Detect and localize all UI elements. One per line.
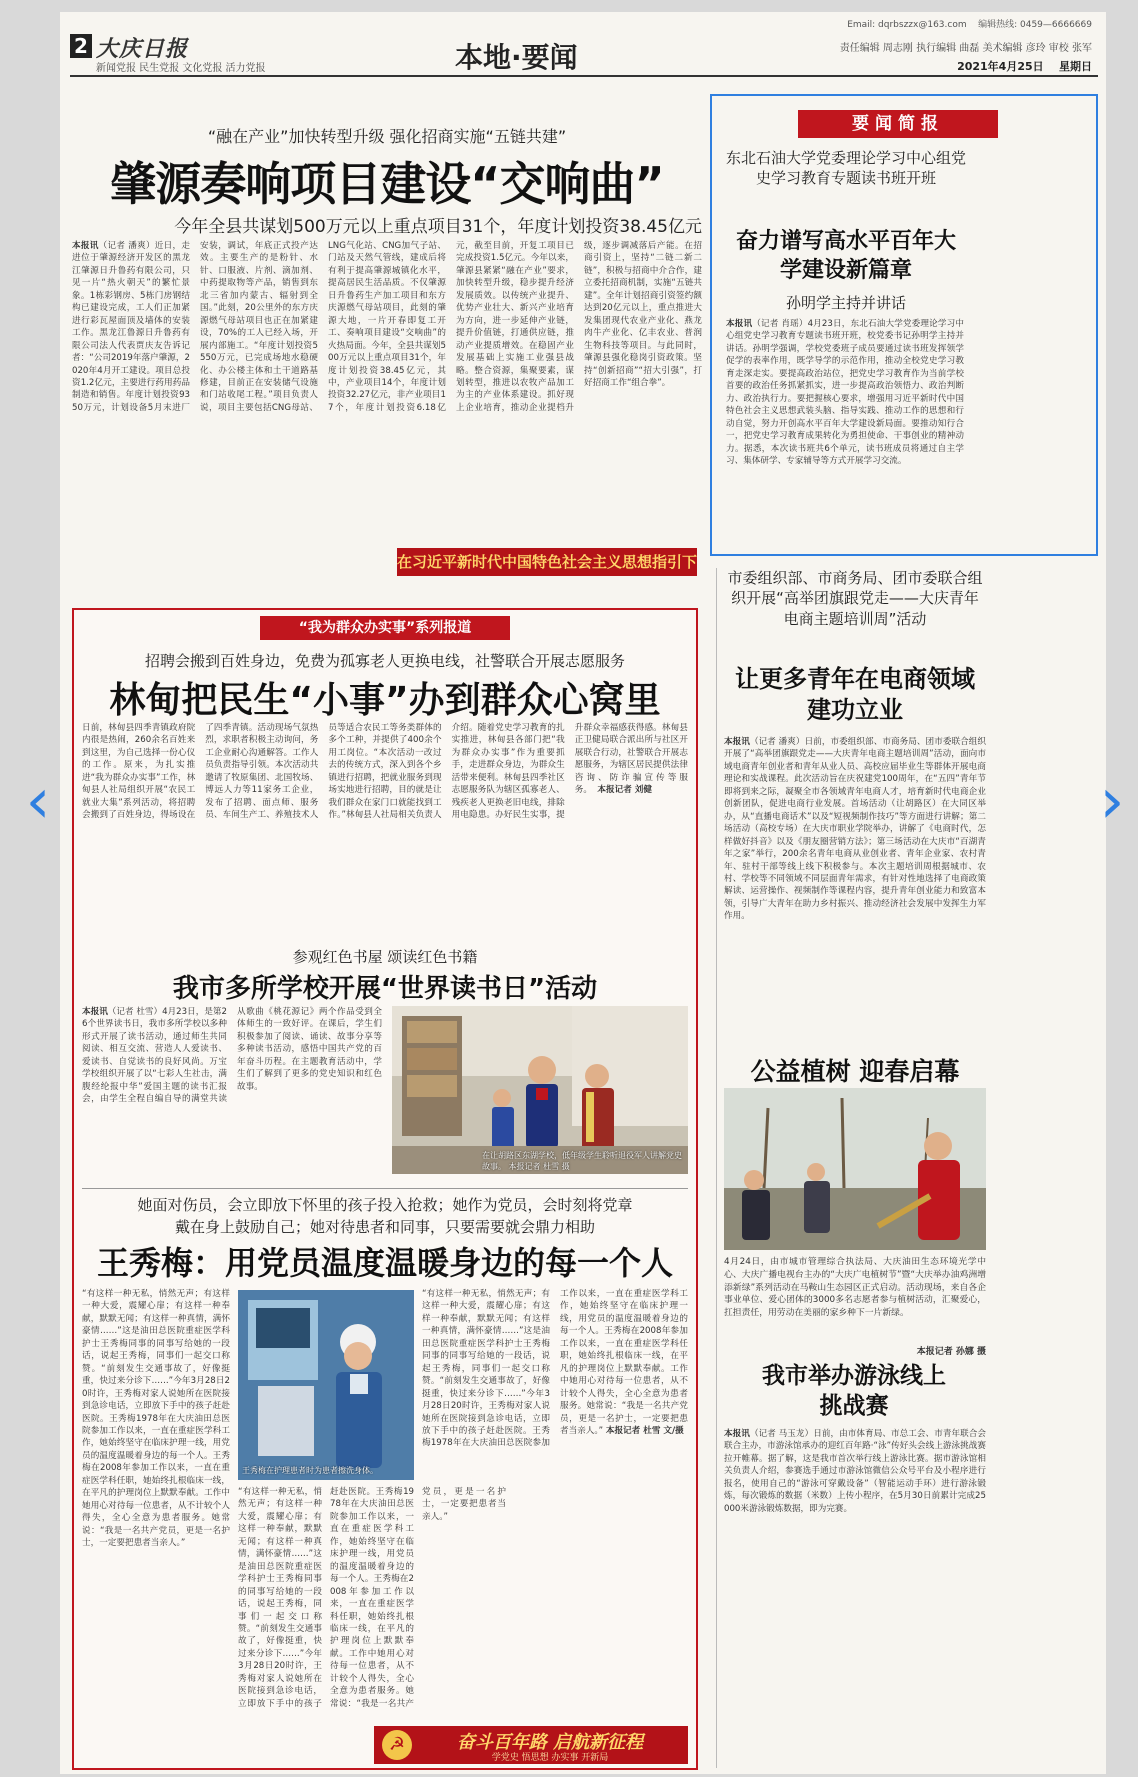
profile-signoff: 本报记者 杜雪 文/摄 (605, 1425, 684, 1436)
profile-section (74, 1194, 696, 1768)
profile-body-text-mid: “有这样一种无私，悄然无声；有这样一种大爱，震耀心扉；有这样一种奉献，默默无闻；有这样一种真情，满怀豪情……”这是油田总医院重症医学科护士王秀梅同事的同事写给她的一段话，说起王秀梅，同事们一起交口称赞。“前刻发生交通事故了，好像挺重，快过来分诊下……”今年3月28日20时许，王秀梅对家人说她所在医院接到急诊电话，立即放下手中的孩子赶赴医院。王秀梅1978年在大庆油田总医院参加工作以来，一直在重症医学科工作，她始终坚守在临床护理一线，用党员的温度温暖着身边的每一个人。王秀梅在2008年参加工作以来，一直在重症医学科任职，她始终扎根临床一线，在平凡的护理岗位上默默奉献。工作中她用心对待每一位患者，从不计较个人得失，全心全意为患者服务。她常说：“我是一名共产党员，更是一名护士，一定要把患者当亲人。” (238, 1487, 506, 1709)
red-signoff: 本报记者 刘健 (597, 785, 652, 796)
bottom-banner-sub: 学党史 悟思想 办实事 开新局 (491, 1753, 609, 1763)
next-page-arrow[interactable] (1090, 760, 1134, 840)
weekday: 星期日 (1059, 60, 1092, 73)
ecommerce-body-text: （记者 潘爽）日前，市委组织部、市商务局、团市委联合组织开展了“高举团旗跟党走——大庆青年电商主题培训周”活动，面向市域电商青年创业者和青年从业人员、高校应届毕业生等群体开展电商理论和实战课程。此次活动旨在庆祝建党100周年，在“五四”青年节即将到来之际，凝聚全市各领域青年电商人才，培育新时代电商企业创新团队，促进电商行业发展。首场活动（让胡路区）在大同区举办，从“直播电商话术”以及“短视频制作技巧”等方面进行讲解；第二场活动（高校专场）在大庆市职业学院举办，讲解了《电商时代，怎样做好抖音》以及《朋友圈营销方法》；第三场活动在大庆市“百湖青年之家”举行，200余名青年电商从业创业者、青年企业家、农村青年、驻村干部等线上线下积极参与。本次主题培训周根据城市、农村、学校等不同领域不同层面青年需求，有针对性地选择了电商政策解读、运营操作、视频制作等课程内容，提升青年创业能力和致富本领，引导广大青年在助力乡村振兴、推动经济社会发展中发挥生力军作用。 (724, 737, 986, 922)
red-kicker: 招聘会搬到百姓身边，免费为孤寡老人更换电线，社警联合开展志愿服务 (144, 652, 625, 670)
tree-caption: 4月24日，由市城市管理综合执法局、大庆油田生态环境光学中心、大庆广播电视台主办的“大庆广电植树节”暨“大庆举办油鸡洲增添新绿”系列活动在马鞍山生态园区正式启动。活动现场，来自各企事业单位、爱心团体的3000多名志愿者参与植树活动，汇聚爱心，扛担责任，用劳动在美丽的家乡种下一片新绿。 (724, 1257, 986, 1318)
page-number: 2 (70, 34, 92, 58)
paper-slogans: 新闻党报 民生党报 文化党报 活力党报 (96, 63, 266, 74)
nurse-photo (238, 1290, 414, 1480)
nurse-photo-caption: 王秀梅在护理患者时为患者擦洗身体。 (242, 1466, 378, 1475)
previous-page-arrow[interactable] (16, 760, 60, 840)
tree-credit: 本报记者 孙娜 摄 (916, 1347, 986, 1357)
profile-body-mid (238, 1486, 506, 1722)
banner-emblem: ☭ (382, 1730, 412, 1760)
ecommerce-byline: 本报讯 (724, 737, 750, 747)
school-reading-image (392, 1006, 688, 1174)
right-column-rule (716, 568, 717, 1768)
news-brief-box (710, 94, 1098, 556)
hotline: 编辑热线: 0459—6666669 (978, 20, 1092, 30)
tree-headline: 公益植树 迎春启幕 (750, 1057, 960, 1086)
profile-headline: 王秀梅：用党员温度温暖身边的每一个人 (96, 1244, 673, 1282)
chevron-right-icon: › (1099, 763, 1125, 837)
swim-byline: 本报讯 (724, 1429, 750, 1439)
newspaper-page (60, 12, 1106, 1774)
reading-body-text: （记者 杜雪）4月23日，是第26个世界读书日，我市多所学校以多种形式开展了读书活动，通过师生共同阅读、相互交流、营造人人爱读书、爱读书、自觉读书的良好风尚。万宝学校组织开展了以“七彩人生社击，满腹经纶报中华”爱国主题的读书汇报会，由学生全程自编自导的满堂共读从歌曲《桃花源记》两个作品受到全体师生的一致好评。在课后，学生们积极参加了阅读、诵读、故事分享等多种读书活动，感悟中国共产党的百年奋斗历程。在主题教育活动中，学生们了解到了更多的党史知识和红色故事。 (82, 1007, 382, 1105)
brief-body (726, 318, 964, 548)
brief-headline: 奋力谱写高水平百年大学建设新篇章 (735, 229, 956, 283)
profile-body-text: “有这样一种无私，悄然无声；有这样一种大爱，震耀心扉；有这样一种奉献，默默无闻；有这样一种真情，满怀豪情……”这是油田总医院重症医学科护士王秀梅同事的同事写给她的一段话，说起王秀梅，同事们一起交口称赞。“前刻发生交通事故了，好像挺重，快过来分诊下……”今年3月28日20时许，王秀梅对家人说她所在医院接到急诊电话，立即放下手中的孩子赶赴医院。王秀梅1978年在大庆油田总医院参加工作以来，一直在重症医学科工作，她始终坚守在临床护理一线，用党员的温度温暖着身边的每一个人。王秀梅在2008年参加工作以来，一直在重症医学科任职，她始终扎根临床一线，在平凡的护理岗位上默默奉献。工作中她用心对待每一位患者，从不计较个人得失，全心全意为患者服务。她常说：“我是一名共产党员，更是一名护士，一定要把患者当亲人。” (82, 1289, 230, 1549)
reading-kicker: 参观红色书屋 颂读红色书籍 (292, 948, 478, 966)
bottom-banner (374, 1726, 688, 1764)
lead-subhead: 今年全县共谋划500万元以上重点项目31个，年度计划投资38.45亿元 (174, 217, 702, 237)
reading-body (82, 1006, 382, 1178)
divider (82, 1188, 688, 1189)
brief-subhead: 孙明学主持并讲话 (785, 294, 906, 312)
ecommerce-headline: 让更多青年在电商领域建功立业 (735, 665, 975, 725)
profile-body-text-cont: “有这样一种无私，悄然无声；有这样一种大爱，震耀心扉；有这样一种奉献，默默无闻；有这样一种真情，满怀豪情……”这是油田总医院重症医学科护士王秀梅同事的同事写给她的一段话，说起王秀梅，同事们一起交口称赞。“前刻发生交通事故了，好像挺重，快过来分诊下……”今年3月28日20时许，王秀梅对家人说她所在医院接到急诊电话，立即放下手中的孩子赶赴医院。王秀梅1978年在大庆油田总医院参加工作以来，一直在重症医学科工作，她始终坚守在临床护理一线，用党员的温度温暖着身边的每一个人。王秀梅在2008年参加工作以来，一直在重症医学科任职，她始终扎根临床一线，在平凡的护理岗位上默默奉献。工作中她用心对待每一位患者，从不计较个人得失，全心全意为患者服务。她常说：“我是一名共产党员，更是一名护士，一定要把患者当亲人。” (422, 1289, 688, 1449)
reading-headline: 我市多所学校开展“世界读书日”活动 (172, 974, 598, 1004)
swim-body (724, 1428, 986, 1562)
reading-section (74, 946, 696, 1182)
bottom-banner-text: 奋斗百年路 启航新征程 (456, 1732, 644, 1753)
lead-headline: 肇源奏响项目建设“交响曲” (110, 157, 664, 211)
reading-photo (392, 1006, 688, 1174)
email-hotline (847, 17, 1092, 30)
series-tag: “我为群众办实事”系列报道 (260, 616, 510, 640)
reading-photo-caption (482, 1151, 686, 1172)
masthead (60, 12, 1106, 74)
lead-body-text: （记者 潘爽）近日，走进位于肇源经济开发区的黑龙江肇源日升鲁药有限公司，只见一片“热火朝天”的繁忙景象。1栋彩钢房、5栋门房钢结构已建设完成，工人们正加紧进行彩瓦屋面顶及墙体的安装工作。黑龙江鲁源日升鲁药有限公司法人代表贾庆友告诉记者：“公司2019年落户肇源，2020年4月开工建设。项目总投资1.2亿元，主要进行药用药品制造和销售。年度计划投资9350万元，计划设备5月末进厂安装，调试，年底正式投产达效。主要生产的是粉针、水针、口服液、片剂、滴加剂、中药提取物等产品，销售到东北三省加内蒙古、辐射到全国。”此刻，20公里外的东方庆源燃气母站项目也正在加紧建设，70%的工人已经入场，开展内部施工。“年度计划投资5550万元，已完成场地水稳硬化、办公楼主体和土干道路基修建，目前正在安装储气设施和门站收尾工程。”项目负责人说，项目主要包括CNG母站、LNG气化站、CNG加气子站、门站及天然气管线，建成后将有利于提高肇源城镇化水平，提高居民生活品质。不仅肇源日升鲁药生产加工项目和东方庆源燃气母站项目，此刻的肇源大地，一片开春即复工开工、奏响项目建设“交响曲”的火热局面。今年，全县共谋划500万元以上重点项目31个，年度计划投资38.45亿元，其中，产业项目14个，年度计划投资32.27亿元，非产业项目17个，年度计划投资6.18亿元，截至目前，开复工项目已完成投资1.5亿元。今年以来，肇源县紧紧“融在产业”要求，加快转型升级，稳步提升经济发展质效。以传统产业提升、优势产业壮大、新兴产业培育为方向，进一步延伸产业链，提升价值链，打通供应链，推动产业提质增效。在稳固产业发展基础上实施工业强县战略。整合资源，集聚要素，谋划转型，推进以农牧产品加工为主的产业体系建设。抓好现上企业培育，推动企业提档升级，逐步调减落后产能。在招商引资上，坚持“二链二新二链”，积极与招商中介合作，建立委托招商机制，实施“五链共建”。全年计划招商引资签约额达到20亿元以上，重点推进大发集团现代农业产业化、燕龙肉牛产业化、亿丰农业、普润生物科技等项目。与此同时，肇源县强化稳岗引资政策。坚持“创新招商”“招大引强”，打好招商工作“组合拳”。 (72, 241, 702, 413)
section-title: 本地·要闻 (455, 41, 578, 74)
brief-byline: 本报讯 (726, 319, 753, 329)
issue-date (957, 58, 1092, 74)
red-banner (397, 548, 697, 576)
nurse-image (238, 1290, 414, 1480)
profile-kicker-1: 她面对伤员，会立即放下怀里的孩子投入抢救；她作为党员，会时刻将党章 (137, 1196, 633, 1214)
profile-kicker-2: 戴在身上鼓励自己；她对待患者和同事，只要需要就会鼎力相助 (174, 1218, 595, 1236)
chevron-left-icon: ‹ (25, 763, 51, 837)
ecommerce-body (724, 736, 986, 1036)
profile-body-left (82, 1288, 230, 1722)
brief-tag: 要闻简报 (798, 110, 998, 138)
red-feature-box (72, 608, 698, 1770)
swim-headline: 我市举办游泳线上挑战赛 (762, 1363, 946, 1419)
masthead-rule (70, 75, 1098, 77)
red-headline: 林甸把民生“小事”办到群众心窝里 (109, 680, 661, 721)
paper-name: 大庆日报 (96, 36, 189, 62)
lead-kicker: “融在产业”加快转型升级 强化招商实施“五链共建” (207, 127, 567, 146)
red-body-text: 日前，林甸县四季青镇政府院内很是热闹，260余名百姓来到这里，为自己选择一份心仪的工作。原来，为扎实推进“我为群众办实事”工作，林甸县人社局组织开展“农民工就业大集”系列活动，将招聘会搬到了百姓身边，得场设在了四季青镇。活动现场气氛热烈，求职者积极主动询问，务工企业耐心沟通解答。工作人员负责指导引领。本次活动共邀请了牧原集团、北国牧场、博远人力等11家务工企业，发布了招聘、面点师、服务员、车间生产工、养殖技术人员等适合农民工等务类群体的多个工种，并提供了400余个用工岗位。“本次活动一改过去的传统方式，深入到各个乡镇进行招聘，把就业服务到现场实地进行招聘，目的就是让我们群众在家门口就能找到工作。”林甸县人社局相关负责人介绍。随着党史学习教育的扎实推进，林甸县各部门把“我为群众办实事”作为重要抓手，走进群众身边，为群众生活带来便利。林甸县四季社区志愿服务队为辖区孤寡老人、残疾老人更换老旧电线，排除用电隐患。办好民生实事，提升群众幸福感获得感。林甸县正卫健局联合派出所与社区开展联合行动，社警联合开展志愿服务，为辖区居民提供法律咨询、防诈骗宣传等服务。 (82, 723, 688, 821)
date: 2021年4月25日 (957, 60, 1044, 73)
ecommerce-kicker: 市委组织部、市商务局、团市委联合组织开展“高举团旗跟党走——大庆青年电商主题培训周”活动 (727, 569, 983, 628)
red-banner-text: 在习近平新时代中国特色社会主义思想指引下 (397, 553, 698, 571)
reading-byline: 本报讯 (82, 1007, 108, 1017)
lead-story (72, 90, 702, 598)
red-body (82, 722, 688, 938)
brief-body-text: （记者 肖瑶）4月23日，东北石油大学党委理论学习中心组党史学习教育专题读书班开班，校党委书记孙明学主持并讲话。孙明学强调，学校党委班子成员要通过读书班发挥领学促学的表率作用，既学导学的示范作用，推动全校党史学习教育走深走实。要提高政治站位，把党史学习教育作为当前学校首要的政治任务抓紧抓实，进一步提高政治领悟力、政治判断力、政治执行力。要把握核心要求，增强用习近平新时代中国特色社会主义思想武装头脑、指导实践、推动工作的思想和行动自觉，努力开创高水平百年大学建设新局面。要推动知行合一，把党史学习教育成果转化为勇担使命、干事创业的精神动力。据悉，本次读书班共6个单元，读书班成员将通过自主学习、集体研学、专家辅导等方式开展学习交流。 (726, 319, 964, 466)
swim-body-text: （记者 马玉龙）日前，由市体育局、市总工会、市青年联合会联合主办，市游泳馆承办的迎红百年路·“泳”传好头会线上游泳挑战赛拉开帷幕。据了解，这是我市首次举行线上游泳比赛。据市游泳馆相关负责人介绍，参赛选手通过市游泳馆微信公众号平台及小程序进行报名，使用自己的“游泳可穿戴设备”（智能运动手环）进行游泳锻炼，每次锻炼的数据（米数）上传小程序，在5月30日前累计完成25000米游泳锻炼数据，即为完赛。 (724, 1429, 986, 1514)
right-column (724, 568, 986, 1768)
tree-planting-photo (724, 1088, 986, 1250)
brief-kicker: 东北石油大学党委理论学习中心组党史学习教育专题读书班开班 (726, 149, 967, 188)
editors: 责任编辑 周志刚 执行编辑 曲磊 美术编辑 彦玲 审校 张军 (839, 43, 1092, 54)
lead-body (72, 240, 702, 540)
caption-credit: 本报记者 杜雪 摄 (508, 1161, 570, 1171)
lead-byline: 本报讯 (72, 241, 99, 251)
caption-text: 在让胡路区东湖学校，低年级学生聆听退役军人讲解党史故事。 (482, 1151, 682, 1171)
tree-planting-image (724, 1088, 986, 1250)
email: Email: dqrbszzx@163.com (847, 20, 967, 30)
